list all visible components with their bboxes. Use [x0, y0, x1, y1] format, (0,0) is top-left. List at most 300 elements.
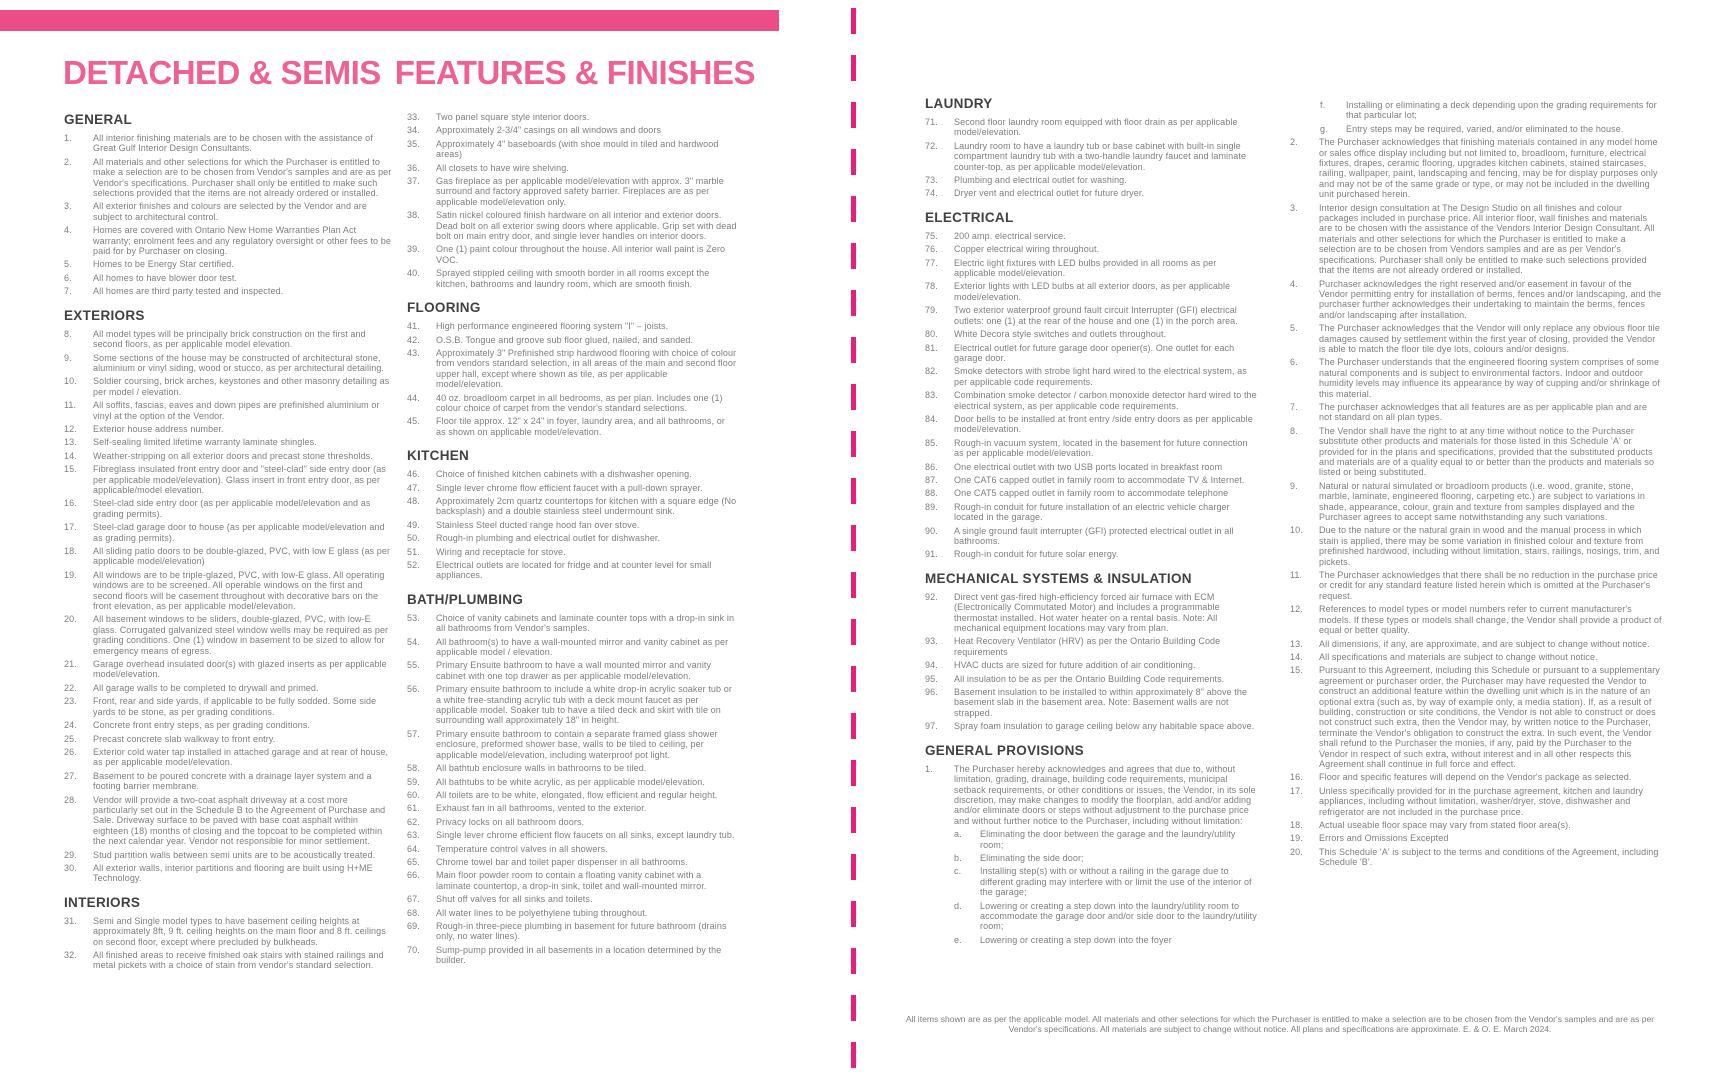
page-title-left: DETACHED & SEMIS — [63, 54, 381, 91]
list-item — [407, 763, 737, 773]
list-item-text: Wiring and receptacle for stove. — [436, 546, 566, 557]
list-item-text: Entry steps may be required, varied, and/or eliminated to the house. — [1346, 123, 1624, 134]
list-item — [925, 592, 1258, 634]
feature-section — [407, 112, 737, 289]
list-item-text: All bathtubs to be white acrylic, as per applicable model/elevation. — [436, 776, 705, 787]
list-item-body — [1319, 525, 1662, 567]
list-item — [64, 353, 392, 374]
list-item — [925, 462, 1258, 472]
list-item-number: 22. — [64, 682, 77, 693]
list-item-text: Approximately 2-3/4" casings on all windows and doors — [436, 125, 662, 136]
list-item-number: 93. — [925, 636, 938, 647]
list-item-text: Steel-clad side entry door (as per applicable model/elevation and as grading permits). — [93, 498, 371, 519]
list-item-number: 9. — [1290, 480, 1298, 491]
list-item — [1290, 402, 1662, 423]
list-item — [1290, 847, 1662, 868]
list-item-number: 6. — [1290, 357, 1298, 368]
list-item-body — [954, 366, 1258, 387]
list-item-number: 82. — [925, 366, 938, 377]
list-item-text: Approximately 4" baseboards (with shoe mould in tiled and hardwood areas) — [436, 138, 719, 160]
list-item — [64, 157, 392, 199]
section-heading: EXTERIORS — [64, 307, 145, 323]
list-item-body — [1319, 652, 1662, 662]
list-item-body — [1319, 357, 1662, 399]
list-item-body — [93, 570, 392, 612]
list-item-body — [436, 830, 737, 840]
list-item-text: Electrical outlets are located for fridge and at counter level for small appliances. — [436, 560, 712, 581]
list-item-number: 7. — [1290, 401, 1298, 412]
section-heading: LAUNDRY — [925, 96, 993, 111]
feature-section — [407, 300, 737, 437]
list-item — [1290, 786, 1662, 817]
list-item — [1290, 203, 1662, 276]
list-item — [407, 520, 737, 530]
list-item-number: 23. — [64, 696, 77, 707]
list-item-body — [93, 734, 392, 744]
list-item — [925, 549, 1258, 559]
list-item-body — [954, 764, 1258, 946]
list-item-text: Homes to be Energy Star certified. — [93, 259, 234, 270]
list-item-text: Smoke detectors with strobe light hard wired to the electrical system, as per applicable code requirements. — [954, 366, 1247, 387]
list-item-body — [1319, 772, 1662, 782]
list-item — [407, 613, 737, 634]
list-item-body — [954, 674, 1258, 684]
list-item — [407, 684, 737, 726]
list-item-body — [436, 790, 737, 800]
list-item-number: 17. — [64, 522, 77, 533]
list-item — [407, 777, 737, 787]
list-item — [1320, 100, 1662, 121]
section-heading: GENERAL PROVISIONS — [925, 742, 1084, 758]
list-item-number: 11. — [64, 400, 77, 411]
list-item — [925, 117, 1258, 138]
list-item-number: 13. — [64, 437, 77, 448]
list-item-number: 89. — [925, 501, 938, 512]
list-item-number: 96. — [925, 687, 938, 698]
list-item-body — [93, 376, 392, 397]
list-item-number: 50. — [407, 533, 420, 544]
list-item-body — [436, 547, 737, 557]
list-item-number: 46. — [407, 469, 420, 480]
list-item-number: 2. — [1290, 137, 1298, 148]
list-item — [925, 526, 1258, 547]
list-item-body — [954, 526, 1258, 547]
list-item — [407, 496, 737, 517]
list-item-body — [436, 393, 737, 414]
list-item — [407, 547, 737, 557]
list-item-body — [436, 777, 737, 787]
list-item — [407, 268, 737, 289]
list-item-text: Installing or eliminating a deck depending upon the grading requirements for that particular lot; — [1346, 100, 1657, 121]
list-item-body — [436, 637, 737, 658]
list-item — [925, 258, 1258, 279]
list-item-text: Errors and Omissions Excepted — [1319, 833, 1449, 844]
list-item — [407, 637, 737, 658]
list-item-text: Concrete front entry steps, as per grading conditions. — [93, 720, 311, 731]
list-item-number: 15. — [64, 464, 77, 475]
list-item-number: 44. — [407, 392, 420, 403]
list-item-text: 40 oz. broadloom carpet in all bedrooms, as per plan. Includes one (1) colour choice of carpet from the vendor's standard selections. — [436, 392, 723, 413]
list-item — [925, 502, 1258, 523]
list-item-body — [93, 683, 392, 693]
list-item-body — [93, 451, 392, 461]
page-title — [63, 54, 755, 92]
list-item-text: Front, rear and side yards, if applicable to be fully sodded. Some side yards to be stone, as per grading conditions. — [93, 696, 377, 717]
list-item-number: 48. — [407, 495, 420, 506]
list-item-number: 33. — [407, 112, 420, 122]
list-item-number: 2. — [64, 156, 72, 167]
list-item — [64, 225, 392, 256]
list-item — [1290, 357, 1662, 399]
list-item-text: HVAC ducts are sized for future addition of air conditioning. — [954, 660, 1196, 671]
list-item-text: Exterior cold water tap installed in attached garage and at rear of house, as per applicable model/elevation. — [93, 746, 389, 768]
list-item — [407, 393, 737, 414]
page-divider-dashed-line — [851, 8, 856, 1068]
list-item-number: 1. — [925, 763, 933, 774]
list-item-text: Soldier coursing, brick arches, keystones and other masonry detailing as per model / elevation. — [93, 376, 390, 397]
list-item — [1290, 426, 1662, 478]
list-item — [407, 210, 737, 241]
list-item-text: Weather-stripping on all exterior doors and precast stone thresholds. — [93, 450, 373, 461]
list-item-body — [954, 343, 1258, 364]
section-heading: INTERIORS — [64, 894, 141, 910]
list-item-text: Second floor laundry room equipped with floor drain as per applicable model/elevation. — [954, 117, 1238, 138]
list-item-body — [954, 475, 1258, 485]
list-item-text: Pursuant to this Agreement, including this Schedule or pursuant to a supplementary agreement or purchaser order, the Purchaser may have requested the Vendor to construct an additional feature within the dwelling unit which is in the nature of an optional extra (such as, by way of example only, a media station). If, as a result of building, construction or site conditions, the Vendor is not able to construct or does not construct such extra, then the Vendor may, by written notice to the Purchaser, terminate the Vendor's obligation to construct the extra. In such event, the Vendor shall refund to the Purchaser the monies, if any, paid by the Purchaser to the Vendor in respect of such extra, without interest and in all other respects this Agreement shall continue in full force and effect. — [1319, 665, 1660, 769]
list-subitem-letter: a. — [954, 829, 962, 840]
list-item-text: Electrical outlet for future garage door opener(s). One outlet for each garage door. — [954, 342, 1235, 363]
list-item-number: 94. — [925, 660, 938, 671]
list-item-body — [93, 273, 392, 283]
list-item-number: 1. — [64, 133, 72, 143]
list-item-text: Primary ensuite bathroom to contain a separate framed glass shower enclosure, preformed shower base, walls to be tiled to ceiling, per applicable model/elevation, including waterproof pot light. — [436, 728, 718, 760]
list-item — [64, 133, 392, 154]
list-item-body — [1319, 604, 1662, 635]
list-item-number: 30. — [64, 862, 77, 873]
list-subitem-text: Lowering or creating a step down into the laundry/utility room to accommodate the garage door and/or side door to the laundry/utility room; — [980, 900, 1257, 932]
feature-section — [925, 571, 1258, 732]
list-item-text: Sprayed stippled ceiling with smooth border in all rooms except the kitchen, bathrooms and laundry room, which are smooth finish. — [436, 268, 710, 289]
list-item-text: Spray foam insulation to garage ceiling below any habitable space above. — [954, 721, 1255, 732]
feature-section — [64, 308, 392, 884]
list-item-body — [436, 613, 737, 634]
list-item-text: Plumbing and electrical outlet for washing. — [954, 175, 1127, 186]
list-item-body — [93, 795, 392, 847]
list-item-number: 18. — [64, 546, 77, 556]
list-item-body — [954, 188, 1258, 198]
list-item — [925, 636, 1258, 657]
list-item-body — [436, 921, 737, 942]
list-item — [407, 660, 737, 681]
list-item — [64, 734, 392, 744]
list-item-number: 10. — [1290, 525, 1303, 536]
list-item-number: 10. — [64, 376, 77, 387]
list-item-text: Door bells to be installed at front entry /side entry doors as per applicable model/elevation. — [954, 413, 1253, 435]
list-item-body — [954, 687, 1258, 718]
list-item-text: Floor tile approx. 12" x 24" in foyer, laundry area, and all bathrooms, or as shown on applicable model/elevation. — [436, 416, 725, 437]
list-item-text: One (1) paint colour throughout the house. All interior wall paint is Zero VOC. — [436, 244, 726, 265]
list-item-text: Sump-pump provided in all basements in a location determined by the builder. — [436, 944, 722, 966]
list-item-text: All insulation to be as per the Ontario Building Code requirements. — [954, 673, 1225, 684]
list-item-text: Garage overhead insulated door(s) with glazed inserts as per applicable model/elevation. — [93, 659, 387, 680]
list-item-body — [436, 684, 737, 726]
list-item-number: 8. — [1290, 425, 1298, 436]
list-item-number: 38. — [407, 210, 420, 221]
list-item-text: All bathtub enclosure walls in bathrooms to be tiled. — [436, 763, 647, 774]
list-item-number: f. — [1320, 100, 1326, 110]
list-item — [64, 950, 392, 971]
list-item-body — [954, 141, 1258, 172]
list-item-text: Rough-in three-piece plumbing in basement for future bathroom (drains only, no water lines). — [436, 920, 727, 942]
list-item-text: Homes are covered with Ontario New Home Warranties Plan Act warranty; enrolment fees and any regulatory oversight or other fees to be paid for by Purchaser on closing. — [93, 225, 391, 257]
list-item-body — [93, 696, 392, 717]
list-item-text: All bathroom(s) to have a wall-mounted mirror and vanity cabinet as per applicable model / elevation. — [436, 636, 729, 658]
list-item — [925, 687, 1258, 718]
list-item-text: Single lever chrome flow efficient faucet with a pull-down sprayer. — [436, 482, 703, 493]
list-item — [1290, 772, 1662, 782]
list-item — [64, 522, 392, 543]
list-item-body — [436, 321, 737, 331]
list-item-number: 17. — [1290, 785, 1303, 796]
list-item-body — [436, 660, 737, 681]
feature-section — [64, 895, 392, 971]
list-item — [64, 273, 392, 283]
list-item-text: Copper electrical wiring throughout. — [954, 244, 1100, 255]
list-item-text: Dryer vent and electrical outlet for future dryer. — [954, 188, 1145, 199]
list-item-number: 81. — [925, 342, 938, 353]
feature-section — [407, 592, 737, 966]
list-item-text: The Vendor shall have the right to at any time without notice to the Purchaser substitute other products and materials for those listed in this Schedule 'A' or provided for in the plans and specifications, provided that the substituted products and materials are of a quality equal to or better than the products and materials so listed or being substituted. — [1319, 425, 1655, 478]
list-item-text: Satin nickel coloured finish hardware on all interior and exterior doors. Dead bolt on all exterior swing doors where applicable. Grip set with dead bolt on main entry door, and single lever handles on interior doors. — [436, 210, 737, 242]
list-item-number: 52. — [407, 560, 420, 570]
list-item-body — [436, 163, 737, 173]
list-item-text: The purchaser acknowledges that all features are as per applicable plan and are not standard on all plan types. — [1319, 401, 1648, 423]
list-item — [925, 475, 1258, 485]
list-item-body — [954, 305, 1258, 326]
list-item-body — [954, 721, 1258, 731]
list-item-text: White Decora style switches and outlets throughout. — [954, 329, 1167, 340]
list-item-body — [954, 281, 1258, 302]
list-item-text: The Purchaser acknowledges that the Vendor will only replace any obvious floor tile damages caused by settlement within the first year of closing, provided the Vendor is able to match the floor tile dye lots, colours and/or designs. — [1319, 323, 1660, 354]
list-item-text: Rough-in conduit for future installation of an electric vehicle charger located in the garage. — [954, 501, 1230, 523]
list-item-text: Semi and Single model types to have basement ceiling heights at approximately 8ft, 9 ft. ceiling heights on the main floor and 8 ft. ceilings on second floor, except where precluded by bulkheads. — [93, 915, 386, 947]
list-item-number: 71. — [925, 117, 938, 127]
list-item-body — [1319, 665, 1662, 769]
list-item — [64, 498, 392, 519]
list-item-number: 24. — [64, 720, 77, 731]
list-item-text: High performance engineered flooring system "I" – joists. — [436, 321, 669, 332]
list-item-number: 79. — [925, 305, 938, 316]
list-item-body — [436, 729, 737, 760]
list-item-number: 72. — [925, 140, 938, 151]
list-item-number: 12. — [1290, 604, 1303, 615]
list-item-text: Exhaust fan in all bathrooms, vented to the exterior. — [436, 803, 647, 814]
list-item-body — [93, 863, 392, 884]
list-item-body — [1319, 137, 1662, 199]
list-item — [407, 244, 737, 265]
list-item — [1290, 481, 1662, 523]
list-subitem-text: Eliminating the side door; — [980, 852, 1084, 863]
list-item-body — [1346, 100, 1662, 121]
list-subitem-letter: b. — [954, 852, 962, 863]
list-subitem — [954, 866, 1258, 897]
list-item-body — [1319, 481, 1662, 523]
list-item-body — [436, 112, 737, 122]
list-item — [925, 438, 1258, 459]
list-item-number: 5. — [1290, 323, 1298, 334]
list-item — [407, 803, 737, 813]
page-title-right: FEATURES & FINISHES — [394, 54, 756, 91]
list-item — [925, 244, 1258, 254]
list-item-number: 87. — [925, 474, 938, 485]
list-item-text: Rough-in conduit for future solar energy. — [954, 549, 1119, 560]
list-item — [925, 674, 1258, 684]
list-item — [1290, 820, 1662, 830]
list-subitem-letter: c. — [954, 866, 962, 877]
list-item-body — [436, 139, 737, 160]
list-item-number: 3. — [64, 201, 72, 212]
list-item-body — [436, 210, 737, 241]
list-item-number: 68. — [407, 907, 420, 918]
list-item — [925, 343, 1258, 364]
list-item-text: Steel-clad garage door to house (as per applicable model/elevation and as grading permits). — [93, 522, 385, 543]
list-item-body — [436, 348, 737, 390]
list-item-body — [436, 945, 737, 966]
list-item — [407, 857, 737, 867]
list-item-body — [954, 329, 1258, 339]
list-item-number: 5. — [64, 259, 72, 270]
list-item-number: 47. — [407, 482, 420, 493]
list-item-number: 62. — [407, 816, 420, 827]
list-subitem-letter: e. — [954, 934, 962, 945]
list-item-number: 83. — [925, 390, 938, 401]
list-item-text: Basement to be poured concrete with a drainage layer system and a footing barrier membrane. — [93, 770, 372, 792]
list-item-number: 45. — [407, 416, 420, 427]
list-item-number: 31. — [64, 915, 77, 926]
list-item — [1290, 279, 1662, 321]
list-item-text: All exterior finishes and colours are selected by the Vendor and are subject to architectural control. — [93, 201, 367, 222]
list-item-text: 200 amp. electrical service. — [954, 230, 1066, 241]
list-item-text: Gas fireplace as per applicable model/elevation with approx. 3" marble surround and factory approved safety barrier. Fireplaces are as per applicable model/elevation only. — [436, 176, 724, 207]
list-item — [64, 437, 392, 447]
list-item — [64, 286, 392, 296]
text-column-2 — [407, 112, 737, 969]
list-item-text: Due to the nature or the natural grain in wood and the manual process in which stain is applied, there may be some variation in finished colour and texture from prefinished hardwood, including without limitation, stairs, railings, nosings, trim, and pickets. — [1319, 525, 1660, 567]
list-item-body — [1319, 203, 1662, 276]
list-item-number: 86. — [925, 461, 938, 472]
list-item-text: All specifications and materials are subject to change without notice. — [1319, 651, 1598, 662]
list-item-text: Approximately 3" Prefinished strip hardwood flooring with choice of colour from vendors standard selection, in all areas of the main and second floor upper hall, except where shown as tile, as per applicable model/elevation. — [436, 347, 737, 390]
list-subitem-text: Lowering or creating a step down into the foyer — [980, 934, 1172, 945]
list-item-number: 13. — [1290, 638, 1303, 649]
list-item-body — [93, 157, 392, 199]
list-item-body — [93, 771, 392, 792]
list-item-number: 16. — [1290, 772, 1303, 783]
list-item-text: Main floor powder room to contain a floating vanity cabinet with a laminate countertop, a drop-in sink, toilet and wall-mounted mirror. — [436, 870, 707, 891]
list-item-body — [436, 894, 737, 904]
list-item-body — [436, 908, 737, 918]
list-item-body — [93, 614, 392, 656]
list-item-number: 12. — [64, 423, 77, 434]
list-item-body — [93, 424, 392, 434]
list-item — [1290, 604, 1662, 635]
list-item-text: Electric light fixtures with LED bulbs provided in all rooms as per applicable model/elevation. — [954, 257, 1217, 279]
list-item-body — [1346, 124, 1662, 134]
text-column-3 — [925, 96, 1258, 948]
list-item-number: 54. — [407, 636, 420, 647]
list-item-body — [93, 659, 392, 680]
list-item-number: 77. — [925, 257, 938, 268]
list-item — [64, 451, 392, 461]
list-item-body — [436, 469, 737, 479]
list-item-number: 60. — [407, 789, 420, 800]
list-item-text: Fibreglass insulated front entry door and "steel-clad" side entry door (as per applicable model/elevation). Glass insert in front entry door, as per applicable/model elevation. — [93, 464, 386, 495]
list-item-number: 92. — [925, 591, 938, 602]
list-item-text: All homes are third party tested and inspected. — [93, 286, 284, 297]
list-item-number: 19. — [64, 569, 77, 580]
list-item-number: 57. — [407, 728, 420, 739]
list-item — [925, 721, 1258, 731]
list-item-body — [436, 817, 737, 827]
list-item — [407, 894, 737, 904]
list-item-number: 27. — [64, 770, 77, 781]
list-subitem — [954, 853, 1258, 863]
list-item-number: 35. — [407, 138, 420, 149]
text-column-4 — [1290, 100, 1662, 871]
list-item-body — [954, 592, 1258, 634]
list-item-number: 88. — [925, 488, 938, 499]
list-item — [64, 683, 392, 693]
list-item-text: Primary ensuite bathroom to include a white drop-in acrylic soaker tub or a white free-standing acrylic tub with a deck mount faucet as per applicable model. Soaker tub to have a tiled deck and skirt with tile on surrounding wall approximately 18" in height. — [436, 684, 732, 726]
list-item — [64, 464, 392, 495]
list-item-text: Choice of vanity cabinets and laminate counter tops with a drop-in sink in all bathrooms from Vendor's samples. — [436, 612, 735, 634]
list-item-text: O.S.B. Tongue and groove sub floor glued, nailed, and sanded. — [436, 334, 694, 345]
list-item — [64, 570, 392, 612]
list-item — [64, 916, 392, 947]
list-item-number: g. — [1320, 123, 1328, 134]
list-item-body — [954, 549, 1258, 559]
section-heading: GENERAL — [64, 112, 133, 127]
list-item — [1320, 124, 1662, 134]
list-item-body — [93, 201, 392, 222]
list-item-body — [436, 176, 737, 207]
list-item — [64, 850, 392, 860]
list-item — [64, 863, 392, 884]
list-item-number: 74. — [925, 188, 938, 199]
list-item-body — [93, 353, 392, 374]
list-item-number: 43. — [407, 347, 420, 358]
list-item-number: 41. — [407, 321, 420, 332]
list-item — [925, 231, 1258, 241]
list-item-text: All sliding patio doors to be double-glazed, PVC, with low E glass (as per applicable model/elevation) — [93, 546, 391, 567]
list-item-number: 90. — [925, 525, 938, 536]
list-item — [64, 400, 392, 421]
list-item — [925, 488, 1258, 498]
list-item-text: All finished areas to receive finished oak stairs with stained railings and metal pickets with a choice of stain from vendor's standard selection. — [93, 950, 384, 971]
list-item-body — [93, 225, 392, 256]
list-item-text: Temperature control valves in all showers. — [436, 843, 608, 854]
list-item-text: Vendor will provide a two-coat asphalt driveway at a cost more particularly set out in the Schedule B to the Agreement of Purchase and Sale. Driveway surface to be paved with base coat asphalt within eighteen (18) months of closing and the topcoat to be completed within the next calendar year. Vendor not responsible for minor settlement. — [93, 794, 386, 847]
list-item-body — [93, 850, 392, 860]
list-item-text: One CAT5 capped outlet in family room to accommodate telephone — [954, 488, 1229, 499]
list-item-text: All exterior walls, interior partitions and flooring are built using H+ME Technology. — [93, 862, 373, 884]
list-item-body — [93, 546, 392, 567]
list-item — [407, 830, 737, 840]
list-item-text: Rough-in vacuum system, located in the basement for future connection as per applicable model/elevation. — [954, 437, 1248, 459]
list-subitem-text: Installing step(s) with or without a railing in the garage due to different grading may interfere with or limit the use of the interior of the garage; — [980, 866, 1252, 898]
list-item-text: Purchaser acknowledges the right reserved and/or easement in favour of the Vendor permitting entry for installation of berms, fences and/or landscaping, and the purchaser further acknowledges their undertaking to maintain the berms, fences and/or landscaping after installation. — [1319, 278, 1662, 320]
list-item-text: Stainless Steel ducted range hood fan over stove. — [436, 519, 640, 530]
